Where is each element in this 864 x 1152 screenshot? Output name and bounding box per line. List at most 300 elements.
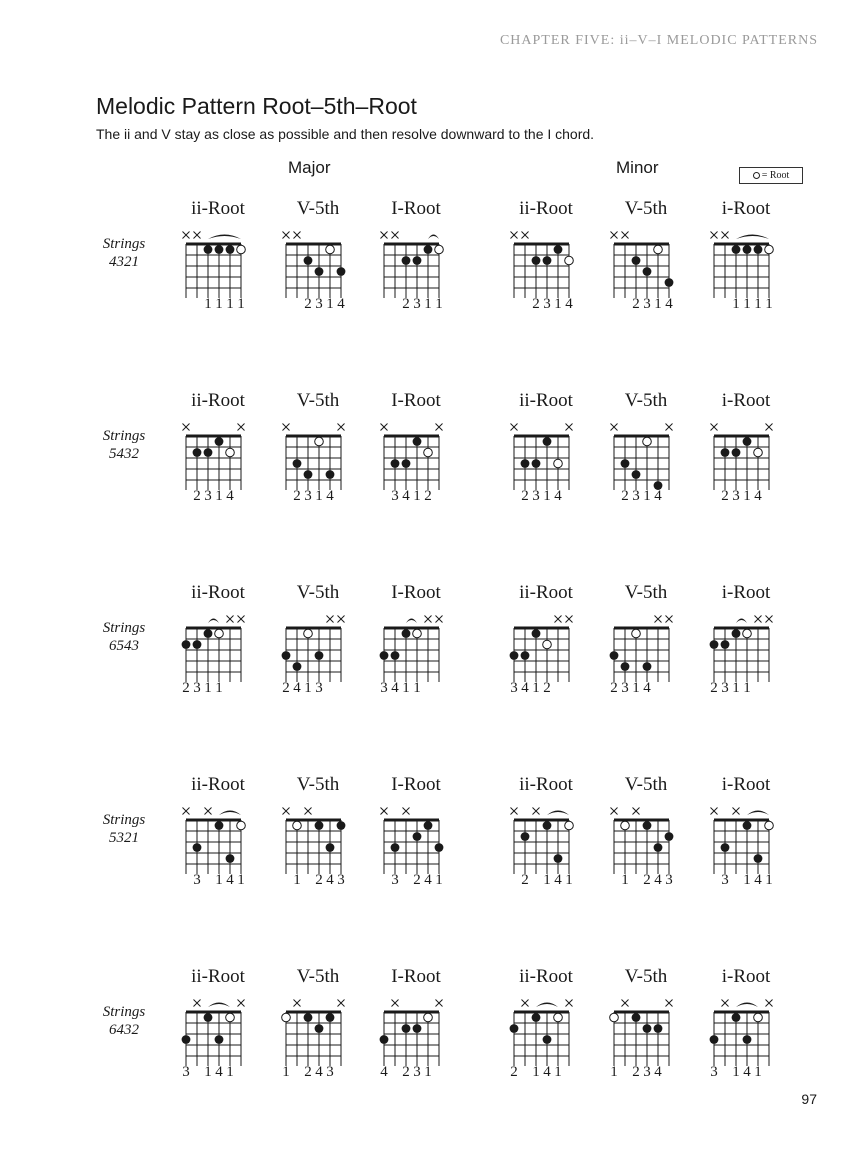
finger-number: 3: [413, 296, 421, 312]
muted-string-icon: [555, 616, 562, 623]
chord-diagram: [268, 198, 368, 323]
finger-number: 2: [521, 872, 529, 888]
row-label-line2: 4321: [109, 254, 139, 270]
finger-dot-icon: [204, 245, 213, 254]
finger-dot-icon: [732, 245, 741, 254]
root-note-icon: [215, 629, 224, 638]
finger-number: 1: [743, 680, 751, 696]
nut: [384, 819, 439, 822]
row-label-line2: 6432: [109, 1022, 139, 1038]
finger-dot-icon: [710, 1035, 719, 1044]
finger-dot-icon: [435, 843, 444, 852]
barre-arc: [736, 619, 747, 624]
muted-string-icon: [283, 808, 290, 815]
finger-dot-icon: [632, 470, 641, 479]
chord-diagram: [366, 198, 466, 323]
muted-string-icon: [305, 808, 312, 815]
root-note-icon: [765, 821, 774, 830]
finger-number: 3: [193, 680, 201, 696]
chord-name: ii-Root: [519, 582, 573, 603]
root-legend-text: = Root: [761, 170, 790, 181]
finger-number: 3: [532, 488, 540, 504]
finger-dot-icon: [413, 1024, 422, 1033]
muted-string-icon: [722, 232, 729, 239]
row-label: [96, 619, 152, 655]
root-note-icon: [424, 1013, 433, 1022]
fretboard: [366, 966, 466, 1066]
finger-number: 1: [732, 296, 740, 312]
finger-number: 4: [315, 1064, 323, 1080]
finger-dot-icon: [621, 662, 630, 671]
muted-string-icon: [766, 1000, 773, 1007]
finger-dot-icon: [543, 1035, 552, 1044]
finger-dot-icon: [315, 651, 324, 660]
root-legend: [739, 167, 803, 184]
muted-string-icon: [611, 232, 618, 239]
finger-number: 1: [532, 1064, 540, 1080]
nut: [614, 1011, 669, 1014]
nut: [186, 435, 241, 438]
root-note-icon: [743, 629, 752, 638]
root-note-icon: [282, 1013, 291, 1022]
root-note-icon: [226, 448, 235, 457]
fretboard: [596, 774, 696, 874]
row-label-line2: 5321: [109, 830, 139, 846]
chord-name: ii-Root: [191, 966, 245, 987]
fretboard: [168, 582, 268, 682]
finger-number: 1: [621, 872, 629, 888]
muted-string-icon: [403, 808, 410, 815]
finger-dot-icon: [621, 459, 630, 468]
muted-string-icon: [511, 232, 518, 239]
root-note-icon: [543, 640, 552, 649]
muted-string-icon: [392, 232, 399, 239]
root-note-icon: [643, 437, 652, 446]
row-label-line1: Strings: [102, 428, 146, 444]
finger-number: 3: [643, 296, 651, 312]
finger-dot-icon: [193, 843, 202, 852]
finger-dot-icon: [743, 821, 752, 830]
barre-arc: [428, 235, 439, 240]
nut: [614, 819, 669, 822]
heading-major: Major: [288, 158, 331, 177]
finger-dot-icon: [424, 245, 433, 254]
nut: [286, 243, 341, 246]
barre-arc: [736, 1003, 758, 1008]
finger-dot-icon: [193, 640, 202, 649]
nut: [186, 243, 241, 246]
finger-dot-icon: [402, 459, 411, 468]
chord-name: ii-Root: [191, 390, 245, 411]
root-note-icon: [554, 1013, 563, 1022]
finger-dot-icon: [424, 821, 433, 830]
finger-dot-icon: [226, 245, 235, 254]
muted-string-icon: [283, 232, 290, 239]
muted-string-icon: [294, 1000, 301, 1007]
chord-diagram: [496, 774, 596, 899]
finger-number: 3: [315, 296, 323, 312]
muted-string-icon: [711, 232, 718, 239]
chord-diagram: [596, 582, 696, 707]
finger-dot-icon: [391, 843, 400, 852]
finger-dot-icon: [654, 1024, 663, 1033]
finger-dot-icon: [337, 821, 346, 830]
chord-name: V-5th: [296, 582, 340, 603]
chord-diagram: [366, 582, 466, 707]
root-note-icon: [435, 245, 444, 254]
finger-number: 2: [710, 680, 718, 696]
row-label-line1: Strings: [102, 812, 146, 828]
finger-number: 1: [204, 296, 212, 312]
muted-string-icon: [425, 616, 432, 623]
root-note-icon: [754, 1013, 763, 1022]
finger-number: 1: [413, 488, 421, 504]
finger-dot-icon: [721, 640, 730, 649]
nut: [714, 627, 769, 630]
chord-name: ii-Root: [191, 582, 245, 603]
fretboard: [696, 582, 796, 682]
finger-number: 1: [543, 488, 551, 504]
finger-dot-icon: [732, 629, 741, 638]
heading-minor: Minor: [616, 158, 659, 177]
finger-number: 1: [215, 296, 223, 312]
finger-dot-icon: [654, 843, 663, 852]
chord-name: ii-Root: [519, 966, 573, 987]
finger-number: 3: [204, 488, 212, 504]
fretboard: [268, 390, 368, 490]
finger-dot-icon: [413, 256, 422, 265]
nut: [286, 819, 341, 822]
finger-number: 2: [293, 488, 301, 504]
muted-string-icon: [227, 616, 234, 623]
nut: [514, 627, 569, 630]
finger-dot-icon: [532, 1013, 541, 1022]
finger-number: 4: [326, 872, 334, 888]
finger-dot-icon: [710, 640, 719, 649]
chord-diagram: [268, 582, 368, 707]
finger-dot-icon: [632, 1013, 641, 1022]
finger-number: 1: [424, 296, 432, 312]
finger-number: 1: [326, 296, 334, 312]
finger-dot-icon: [215, 1035, 224, 1044]
root-note-icon: [621, 821, 630, 830]
barre-arc: [747, 811, 769, 816]
chord-name: I-Root: [391, 966, 441, 987]
finger-number: 3: [304, 488, 312, 504]
muted-string-icon: [238, 424, 245, 431]
fretboard: [496, 966, 596, 1066]
fretboard: [696, 966, 796, 1066]
finger-dot-icon: [380, 1035, 389, 1044]
finger-number: 1: [237, 296, 245, 312]
root-note-icon: [226, 1013, 235, 1022]
chord-diagram: [366, 390, 466, 515]
muted-string-icon: [633, 808, 640, 815]
finger-number: 4: [565, 296, 573, 312]
muted-string-icon: [566, 1000, 573, 1007]
muted-string-icon: [436, 1000, 443, 1007]
finger-number: 1: [543, 872, 551, 888]
nut: [286, 1011, 341, 1014]
finger-number: 4: [337, 296, 345, 312]
finger-dot-icon: [304, 1013, 313, 1022]
muted-string-icon: [666, 1000, 673, 1007]
root-note-icon: [315, 437, 324, 446]
chord-name: i-Root: [721, 582, 771, 603]
finger-dot-icon: [543, 437, 552, 446]
root-note-icon: [610, 1013, 619, 1022]
finger-number: 3: [665, 872, 673, 888]
finger-number: 1: [204, 680, 212, 696]
finger-number: 2: [402, 296, 410, 312]
finger-number: 2: [643, 872, 651, 888]
row-label: [96, 811, 152, 847]
chord-name: V-5th: [624, 582, 668, 603]
finger-number: 3: [337, 872, 345, 888]
finger-number: 2: [610, 680, 618, 696]
barre-arc: [536, 1003, 558, 1008]
chord-name: ii-Root: [519, 774, 573, 795]
finger-number: 3: [510, 680, 518, 696]
finger-dot-icon: [391, 651, 400, 660]
chord-name: I-Root: [391, 582, 441, 603]
chord-name: i-Root: [721, 966, 771, 987]
finger-dot-icon: [543, 256, 552, 265]
finger-dot-icon: [326, 1013, 335, 1022]
muted-string-icon: [238, 616, 245, 623]
finger-dot-icon: [226, 854, 235, 863]
nut: [384, 243, 439, 246]
chord-name: ii-Root: [519, 198, 573, 219]
finger-number: 1: [743, 872, 751, 888]
finger-dot-icon: [402, 629, 411, 638]
finger-dot-icon: [315, 267, 324, 276]
root-note-icon: [304, 629, 313, 638]
finger-dot-icon: [754, 854, 763, 863]
muted-string-icon: [183, 808, 190, 815]
finger-number: 3: [315, 680, 323, 696]
finger-dot-icon: [337, 267, 346, 276]
muted-string-icon: [238, 1000, 245, 1007]
muted-string-icon: [381, 232, 388, 239]
fretboard: [596, 198, 696, 298]
finger-dot-icon: [182, 640, 191, 649]
finger-number: 4: [754, 488, 762, 504]
muted-string-icon: [666, 424, 673, 431]
finger-number: 4: [226, 872, 234, 888]
finger-dot-icon: [326, 843, 335, 852]
muted-string-icon: [327, 616, 334, 623]
chord-name: i-Root: [721, 774, 771, 795]
finger-dot-icon: [521, 832, 530, 841]
nut: [614, 627, 669, 630]
finger-dot-icon: [380, 651, 389, 660]
page-subtitle: The ii and V stay as close as possible and then resolve downward to the I chord.: [96, 126, 595, 142]
finger-number: 2: [304, 296, 312, 312]
chord-diagram: [496, 582, 596, 707]
finger-number: 1: [754, 1064, 762, 1080]
finger-dot-icon: [510, 1024, 519, 1033]
finger-number: 3: [326, 1064, 334, 1080]
chord-diagram: [696, 966, 796, 1091]
finger-number: 4: [326, 488, 334, 504]
row-label: [96, 1003, 152, 1039]
barre-arc: [208, 1003, 230, 1008]
chord-name: I-Root: [391, 390, 441, 411]
chord-name: V-5th: [296, 198, 340, 219]
chord-diagram: [366, 966, 466, 1091]
chord-diagram: [168, 390, 268, 515]
finger-number: 3: [193, 872, 201, 888]
chord-diagram: [268, 390, 368, 515]
finger-dot-icon: [315, 821, 324, 830]
chord-diagram: [696, 198, 796, 323]
finger-number: 3: [182, 1064, 190, 1080]
fretboard: [596, 582, 696, 682]
finger-number: 3: [643, 1064, 651, 1080]
nut: [186, 819, 241, 822]
nut: [186, 1011, 241, 1014]
chord-name: V-5th: [624, 774, 668, 795]
muted-string-icon: [338, 616, 345, 623]
root-note-icon: [293, 821, 302, 830]
chord-diagram: [496, 390, 596, 515]
muted-string-icon: [622, 232, 629, 239]
finger-dot-icon: [532, 629, 541, 638]
finger-dot-icon: [215, 437, 224, 446]
finger-number: 3: [413, 1064, 421, 1080]
muted-string-icon: [338, 424, 345, 431]
chord-diagram: [268, 966, 368, 1091]
chord-diagram: [596, 198, 696, 323]
muted-string-icon: [392, 1000, 399, 1007]
finger-number: 4: [226, 488, 234, 504]
finger-number: 2: [721, 488, 729, 504]
finger-number: 3: [710, 1064, 718, 1080]
root-note-icon: [554, 459, 563, 468]
chord-diagram: [696, 774, 796, 899]
finger-dot-icon: [554, 854, 563, 863]
muted-string-icon: [566, 616, 573, 623]
finger-number: 2: [282, 680, 290, 696]
finger-number: 4: [521, 680, 529, 696]
finger-dot-icon: [743, 245, 752, 254]
muted-string-icon: [733, 808, 740, 815]
finger-number: 1: [304, 680, 312, 696]
chord-diagram: [596, 390, 696, 515]
finger-number: 1: [743, 296, 751, 312]
finger-number: 4: [391, 680, 399, 696]
finger-number: 4: [743, 1064, 751, 1080]
chord-diagram: [696, 582, 796, 707]
muted-string-icon: [666, 616, 673, 623]
finger-number: 2: [621, 488, 629, 504]
finger-dot-icon: [643, 1024, 652, 1033]
chord-name: V-5th: [624, 966, 668, 987]
muted-string-icon: [611, 808, 618, 815]
finger-number: 1: [315, 488, 323, 504]
chord-name: ii-Root: [191, 774, 245, 795]
root-note-icon: [565, 821, 574, 830]
finger-number: 2: [521, 488, 529, 504]
finger-number: 1: [632, 680, 640, 696]
fretboard: [496, 198, 596, 298]
muted-string-icon: [205, 808, 212, 815]
muted-string-icon: [522, 232, 529, 239]
finger-dot-icon: [510, 651, 519, 660]
finger-number: 1: [402, 680, 410, 696]
finger-number: 1: [532, 680, 540, 696]
nut: [714, 243, 769, 246]
finger-number: 1: [654, 296, 662, 312]
chord-name: i-Root: [721, 390, 771, 411]
finger-number: 1: [732, 680, 740, 696]
finger-dot-icon: [182, 1035, 191, 1044]
muted-string-icon: [436, 616, 443, 623]
chord-diagram: [596, 966, 696, 1091]
running-head: CHAPTER FIVE: ii–V–I MELODIC PATTERNS: [499, 33, 818, 48]
finger-number: 1: [293, 872, 301, 888]
finger-dot-icon: [215, 245, 224, 254]
chord-name: V-5th: [296, 390, 340, 411]
chord-diagram: [696, 390, 796, 515]
root-note-icon: [654, 245, 663, 254]
finger-number: 3: [732, 488, 740, 504]
finger-number: 3: [621, 680, 629, 696]
nut: [286, 627, 341, 630]
finger-dot-icon: [304, 470, 313, 479]
finger-number: 2: [424, 488, 432, 504]
finger-number: 4: [754, 872, 762, 888]
nut: [614, 243, 669, 246]
finger-dot-icon: [665, 832, 674, 841]
barre-arc: [547, 811, 569, 816]
barre-arc: [406, 619, 417, 624]
finger-number: 1: [204, 1064, 212, 1080]
fretboard: [496, 390, 596, 490]
finger-number: 3: [721, 680, 729, 696]
root-note-icon: [632, 629, 641, 638]
finger-number: 1: [215, 488, 223, 504]
muted-string-icon: [436, 424, 443, 431]
root-note-icon: [754, 448, 763, 457]
chord-diagram: [496, 966, 596, 1091]
root-note-icon: [765, 245, 774, 254]
finger-number: 1: [765, 872, 773, 888]
finger-number: 1: [554, 1064, 562, 1080]
finger-number: 1: [226, 1064, 234, 1080]
fretboard: [366, 390, 466, 490]
finger-number: 1: [754, 296, 762, 312]
finger-number: 4: [554, 872, 562, 888]
nut: [614, 435, 669, 438]
fretboard: [696, 774, 796, 874]
finger-number: 1: [743, 488, 751, 504]
finger-number: 3: [380, 680, 388, 696]
fretboard: [696, 390, 796, 490]
finger-number: 2: [632, 1064, 640, 1080]
row-label: [96, 427, 152, 463]
muted-string-icon: [611, 424, 618, 431]
fretboard: [268, 198, 368, 298]
finger-dot-icon: [204, 1013, 213, 1022]
finger-number: 1: [435, 296, 443, 312]
finger-dot-icon: [665, 278, 674, 287]
finger-number: 2: [632, 296, 640, 312]
finger-number: 4: [402, 488, 410, 504]
finger-number: 1: [765, 296, 773, 312]
finger-dot-icon: [315, 1024, 324, 1033]
